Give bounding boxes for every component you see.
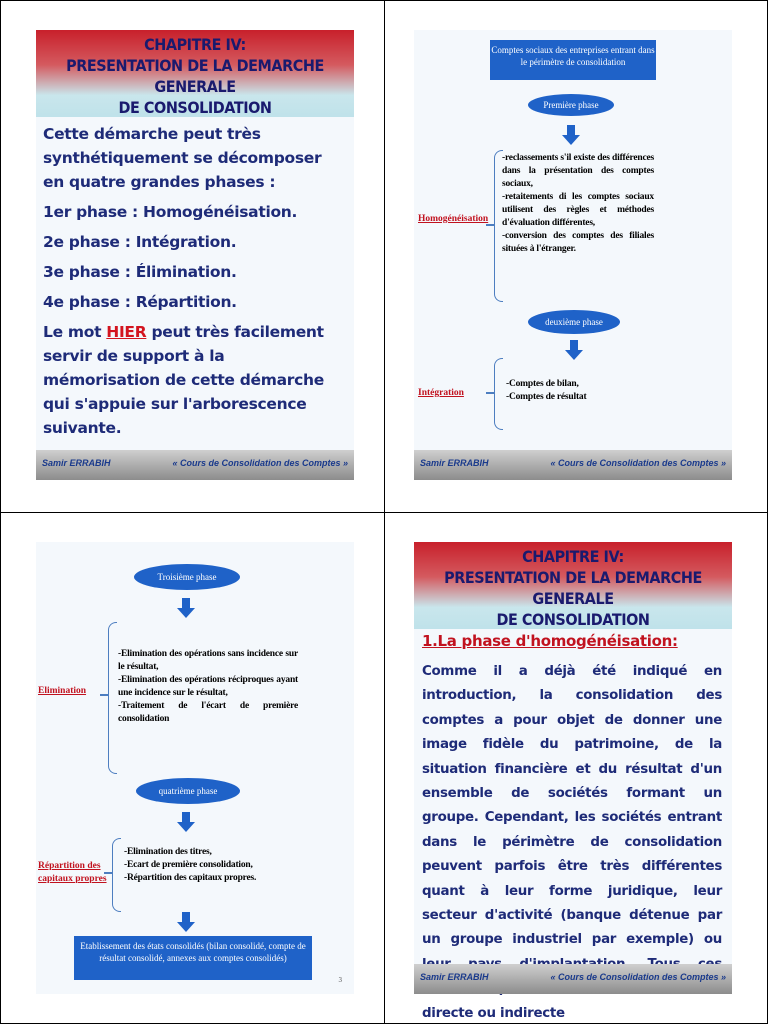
brace-icon bbox=[112, 838, 121, 912]
footer-course: « Cours de Consolidation des Comptes » bbox=[172, 458, 348, 468]
item: -Comptes de résultat bbox=[506, 392, 587, 402]
title-line-2: PRESENTATION DE LA DEMARCHE GENERALE bbox=[66, 56, 324, 96]
slide-title-band bbox=[414, 542, 732, 629]
brace-tip bbox=[104, 872, 112, 874]
top-box: Comptes sociaux des entreprises entrant dans le périmètre de consolidation bbox=[490, 40, 656, 80]
hier-word: HIER bbox=[106, 323, 147, 341]
slide-footer bbox=[414, 450, 732, 480]
title-line-3: DE CONSOLIDATION bbox=[496, 610, 650, 629]
item: -Comptes de bilan, bbox=[506, 379, 579, 389]
page-number: 3 bbox=[338, 976, 342, 984]
title-line-1: CHAPITRE IV: bbox=[522, 547, 624, 566]
phase-1-pill: Première phase bbox=[528, 94, 614, 116]
footer-author: Samir ERRABIH bbox=[420, 458, 489, 468]
items-homogeneisation bbox=[502, 152, 654, 256]
item: -Ecart de première consolidation, bbox=[124, 860, 253, 870]
hier-suffix: peut très facilement servir de support à la mémorisation de cette démarche qui s'appuie sur l'arborescence suivante. bbox=[43, 323, 324, 437]
phase-2-pill: deuxième phase bbox=[528, 310, 620, 334]
label-integration: Intégration bbox=[418, 388, 464, 398]
slide-footer bbox=[414, 964, 732, 994]
item: -Elimination des titres, bbox=[124, 847, 212, 857]
phase-3-pill: Troisième phase bbox=[134, 564, 240, 590]
footer-course: « Cours de Consolidation des Comptes » bbox=[550, 972, 726, 982]
item: -Répartition des capitaux propres. bbox=[124, 873, 257, 883]
label-homogeneisation: Homogénéisation bbox=[418, 214, 489, 224]
item: -conversion des comptes des filiales situées à l'étranger. bbox=[502, 231, 654, 254]
section-body: Comme il a déjà été indiqué en introduction, la consolidation des comptes a pour objet de donner une image fidèle du patrimoine, de la situation financière et du résultat d'un ensemble de sociétés formant un groupe. Cependant, les sociétés entrant dans le périmètre de consolidation peuvent parfois être très différentes quant à leur forme juridique, leur secteur d'activité (banque détenue par un groupe industriel par exemple) ou directe ou indirecte bbox=[422, 664, 722, 1021]
phase-4: 4e phase : Répartition. bbox=[43, 293, 237, 311]
bottom-box: Etablissement des états consolidés (bilan consolidé, compte de résultat consolidé, annexes aux comptes consolidés) bbox=[74, 936, 312, 980]
slide-3 bbox=[36, 542, 354, 994]
label-elimination: Elimination bbox=[38, 686, 87, 696]
slide-4 bbox=[414, 542, 732, 1021]
items-integration bbox=[506, 378, 626, 404]
title-line-2: PRESENTATION DE LA DEMARCHE GENERALE bbox=[444, 568, 702, 608]
phase-4-pill: quatrième phase bbox=[136, 778, 240, 804]
brace-tip bbox=[100, 694, 108, 696]
item: -Traitement de l'écart de première consolidation bbox=[118, 701, 298, 724]
title-line-3: DE CONSOLIDATION bbox=[118, 98, 272, 117]
slide-2 bbox=[414, 30, 732, 480]
hier-prefix: Le mot bbox=[43, 323, 107, 341]
section-heading: 1.La phase d'homogénéisation: bbox=[422, 632, 678, 650]
item: -reclassements s'il existe des différences dans la présentation des comptes sociaux, bbox=[502, 153, 654, 189]
phase-3: 3e phase : Élimination. bbox=[43, 263, 237, 281]
slide-title-band bbox=[36, 30, 354, 117]
intro-text: Cette démarche peut très synthétiquement se décomposer en quatre grandes phases : bbox=[43, 125, 322, 191]
grid-divider-horizontal bbox=[0, 512, 768, 513]
phase-2: 2e phase : Intégration. bbox=[43, 233, 237, 251]
brace-icon bbox=[494, 358, 503, 430]
item: -retaitements di les comptes sociaux utilisent des règles et méthodes d'évaluation différentes, bbox=[502, 192, 654, 228]
slide-1 bbox=[36, 30, 354, 480]
brace-icon bbox=[108, 622, 117, 774]
items-elimination bbox=[118, 648, 298, 726]
footer-course: « Cours de Consolidation des Comptes » bbox=[550, 458, 726, 468]
item: -Elimination des opérations sans incidence sur le résultat, bbox=[118, 649, 298, 672]
item: -Elimination des opérations réciproques ayant une incidence sur le résultat, bbox=[118, 675, 298, 698]
phase-1: 1er phase : Homogénéisation. bbox=[43, 203, 298, 221]
title-line-1: CHAPITRE IV: bbox=[144, 35, 246, 54]
footer-author: Samir ERRABIH bbox=[42, 458, 111, 468]
hier-paragraph bbox=[43, 320, 345, 440]
brace-tip bbox=[486, 392, 494, 394]
slide-1-body bbox=[43, 122, 345, 446]
brace-tip bbox=[486, 224, 494, 226]
slide-footer bbox=[36, 450, 354, 480]
items-repartition bbox=[124, 846, 294, 885]
label-repartition: Répartition des capitaux propres bbox=[38, 861, 107, 884]
footer-author: Samir ERRABIH bbox=[420, 972, 489, 982]
